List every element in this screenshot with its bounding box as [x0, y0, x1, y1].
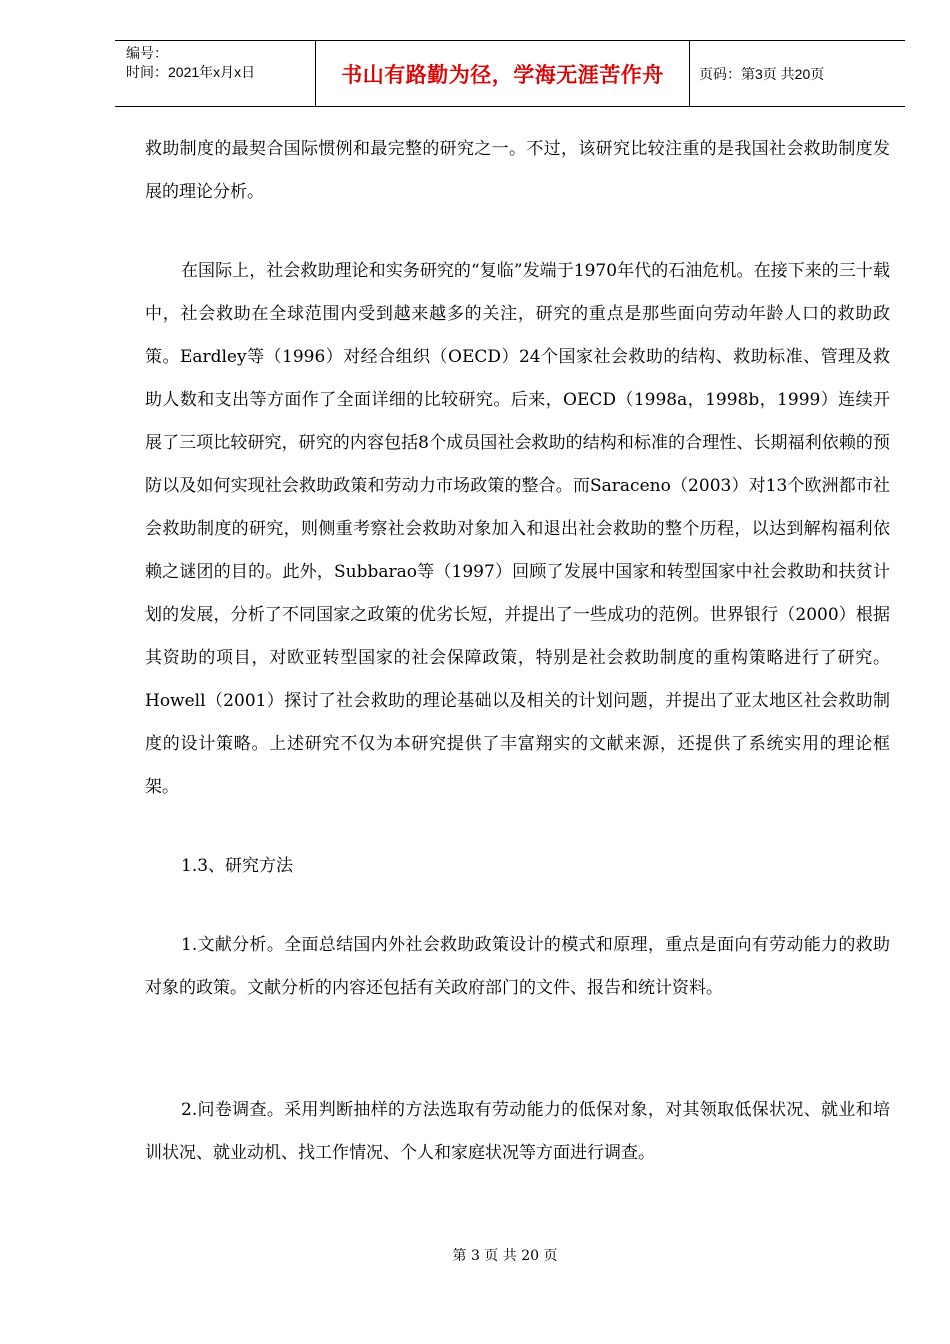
paragraph-literature-analysis: 1.文献分析。全面总结国内外社会救助政策设计的模式和原理，重点是面向有劳动能力的救助对象的政策。文献分析的内容还包括有关政府部门的文件、报告和统计资料。: [145, 935, 890, 998]
document-number: 编号：: [126, 45, 168, 61]
header-meta: [115, 41, 316, 106]
header-page-info: 页码：第3页 共20页: [699, 65, 825, 82]
page-header: [115, 40, 905, 107]
paragraph-questionnaire: 2.问卷调查。采用判断抽样的方法选取有劳动能力的低保对象，对其领取低保状况、就业和培训状况、就业动机、找工作情况、个人和家庭状况等方面进行调查。: [145, 1100, 890, 1163]
document-date: 时间：2021年x月x日: [126, 64, 256, 80]
section-heading-methods: 1.3、研究方法: [181, 856, 294, 876]
header-motto: 书山有路勤为径，学海无涯苦作舟: [316, 41, 690, 106]
paragraph-continuation: 救助制度的最契合国际惯例和最完整的研究之一。不过，该研究比较注重的是我国社会救助制度发展的理论分析。: [145, 139, 890, 202]
document-body: [145, 128, 890, 1175]
page-footer: 第 3 页 共 20 页: [452, 1248, 558, 1264]
paragraph-international-research: 在国际上，社会救助理论和实务研究的“复临”发端于1970年代的石油危机。在接下来的三十载中，社会救助在全球范围内受到越来越多的关注，研究的重点是那些面向劳动年龄人口的救助政策。Eardley等（1996）对经合组织（OECD）24个国家社会救助的结构、救助标准、管理及救助人数和支出等方面作了全面详细的比较研究。后来，OECD（1998a，1998b，1999）连续开展了三项比较研究，研究的内容包括8个成员国社会救助的结构和标准的合理性、长期福利依赖的预防以及如何实现社会救助政策和劳动力市场政策的整合。而Saraceno（2003）对13个欧洲都市社会救助制度的研究，则侧重考察社会救助对象加入和退出社会救助的整个历程，以达到解构福利依赖之谜团的目的。此外，Subbarao等（1997）回顾了发展中国家和转型国家中社会救助和扶贫计划的发展，分析了不同国家之政策的优劣长短，并提出了一些成功的范例。世界银行（2000）根据其资助的项目，对欧亚转型国家的社会保障政策，特别是社会救助制度的重构策略进行了研究。Howell（2001）探讨了社会救助的理论基础以及相关的计划问题，并提出了亚太地区社会救助制度的设计策略。上述研究不仅为本研究提供了丰富翔实的文献来源，还提供了系统实用的理论框架。: [145, 261, 890, 797]
